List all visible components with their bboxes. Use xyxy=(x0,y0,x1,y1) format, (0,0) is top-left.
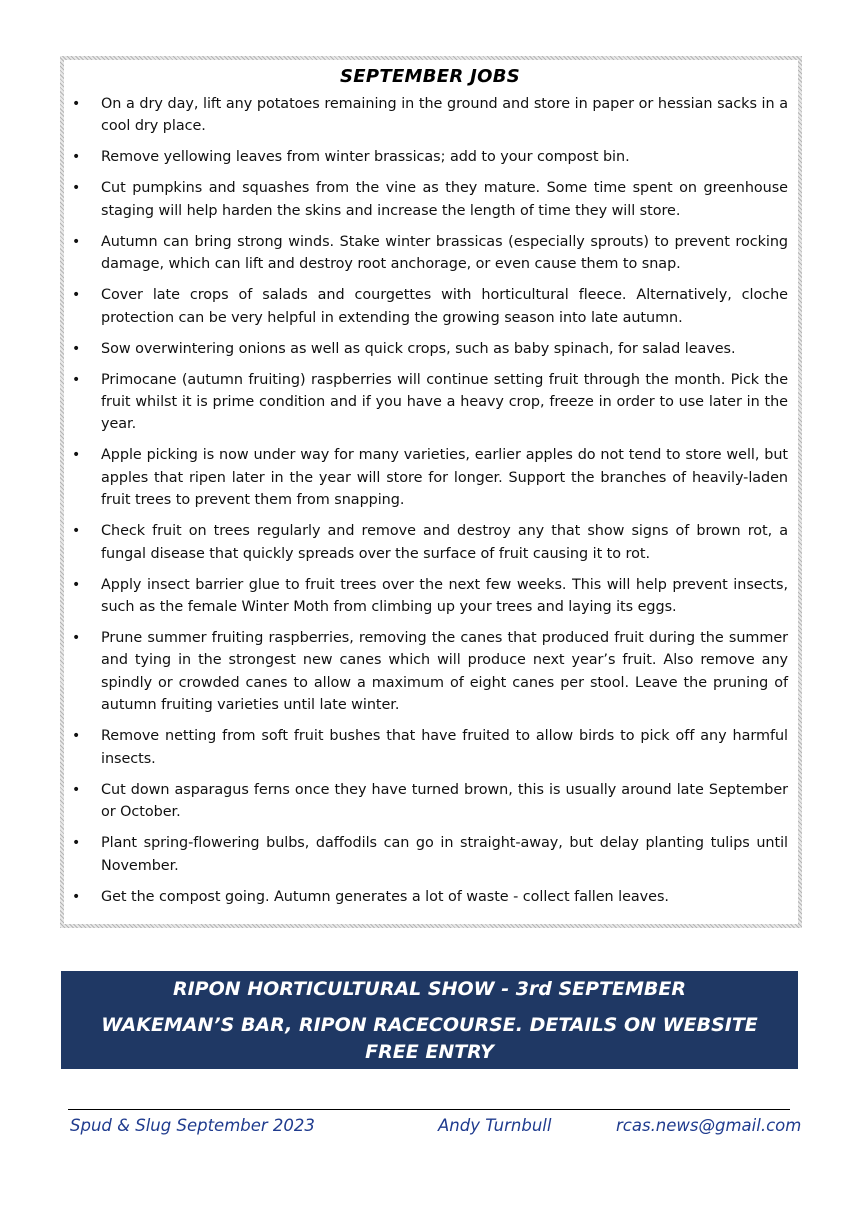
jobs-list xyxy=(72,93,788,908)
list-item: • Remove yellowing leaves from winter brassicas; add to your compost bin. xyxy=(72,146,788,168)
list-item: • Sow overwintering onions as well as quick crops, such as baby spinach, for salad leaves. xyxy=(72,338,788,360)
show-entry: FREE ENTRY xyxy=(365,1041,494,1063)
list-item: • Cover late crops of salads and courgettes with horticultural fleece. Alternatively, cloche protection can be very helpful in extending the growing season into late autumn. xyxy=(72,284,788,329)
footer-publication: Spud & Slug September 2023 xyxy=(70,1116,315,1135)
footer-email: rcas.news@gmail.com xyxy=(616,1116,802,1135)
list-item: • Remove netting from soft fruit bushes that have fruited to allow birds to pick off any harmful insects. xyxy=(72,725,788,770)
jobs-title: SEPTEMBER JOBS xyxy=(340,66,520,87)
footer-editor: Andy Turnbull xyxy=(438,1116,552,1135)
list-item: • Plant spring-flowering bulbs, daffodils can go in straight-away, but delay planting tulips until November. xyxy=(72,832,788,877)
show-banner xyxy=(61,971,798,1069)
list-item: • Apply insect barrier glue to fruit trees over the next few weeks. This will help prevent insects, such as the female Winter Moth from climbing up your trees and laying its eggs. xyxy=(72,574,788,619)
list-item: • Cut down asparagus ferns once they have turned brown, this is usually around late September or October. xyxy=(72,779,788,824)
september-jobs-box xyxy=(60,56,802,928)
list-item: • Autumn can bring strong winds. Stake winter brassicas (especially sprouts) to prevent rocking damage, which can lift and destroy root anchorage, or even cause them to snap. xyxy=(72,231,788,276)
list-item: • Apple picking is now under way for many varieties, earlier apples do not tend to store well, but apples that ripen later in the year will store for longer. Support the branches of heavily-laden fruit trees to prevent them from snapping. xyxy=(72,444,788,511)
list-item: • Primocane (autumn fruiting) raspberries will continue setting fruit through the month. Pick the fruit whilst it is prime condition and if you have a heavy crop, freeze in order to use later in the year. xyxy=(72,369,788,436)
show-title: RIPON HORTICULTURAL SHOW - 3rd SEPTEMBER xyxy=(172,978,687,1000)
list-item: • Get the compost going. Autumn generates a lot of waste - collect fallen leaves. xyxy=(72,886,788,908)
list-item: • Prune summer fruiting raspberries, removing the canes that produced fruit during the summer and tying in the strongest new canes which will produce next year’s fruit. Also remove any spindly or crowded canes to allow a maximum of eight canes per stool. Leave the pruning of autumn fruiting varieties until late winter. xyxy=(72,627,788,717)
show-venue: WAKEMAN’S BAR, RIPON RACECOURSE. DETAILS ON WEBSITE xyxy=(101,1014,758,1036)
list-item: • Check fruit on trees regularly and remove and destroy any that show signs of brown rot, a fungal disease that quickly spreads over the surface of fruit causing it to rot. xyxy=(72,520,788,565)
list-item: • Cut pumpkins and squashes from the vine as they mature. Some time spent on greenhouse staging will help harden the skins and increase the length of time they will store. xyxy=(72,177,788,222)
list-item: • On a dry day, lift any potatoes remaining in the ground and store in paper or hessian sacks in a cool dry place. xyxy=(72,93,788,138)
footer-divider xyxy=(68,1109,790,1110)
